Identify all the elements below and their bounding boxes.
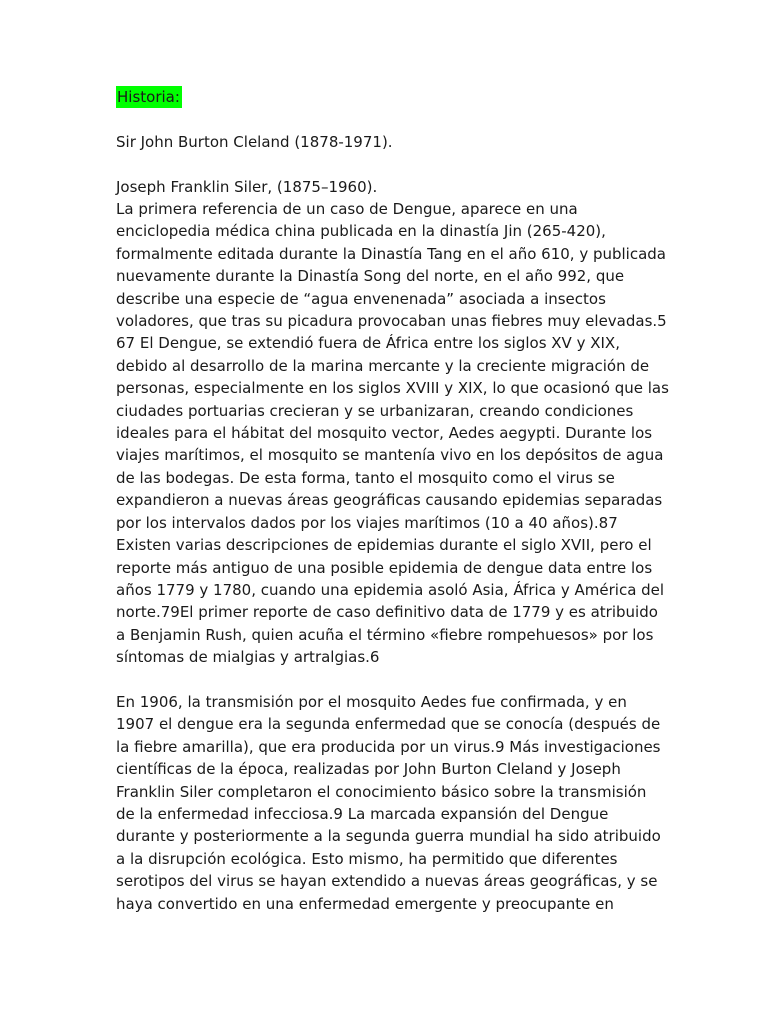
text-line: serotipos del virus se hayan extendido a nuevas áreas geográficas, y se	[116, 872, 658, 891]
text-line: debido al desarrollo de la marina mercante y la creciente migración de	[116, 356, 650, 375]
text-line: años 1779 y 1780, cuando una epidemia asoló Asia, África y América del	[116, 580, 665, 599]
text-line: formalmente editada durante la Dinastía Tang en el año 610, y publicada	[116, 244, 666, 263]
text-line: de las bodegas. De esta forma, tanto el mosquito como el virus se	[116, 468, 615, 487]
text-line: reporte más antiguo de una posible epidemia de dengue data entre los	[116, 558, 653, 577]
paragraph-1	[116, 131, 656, 153]
text-line: a la disrupción ecológica. Esto mismo, ha permitido que diferentes	[116, 849, 618, 868]
text-line: durante y posteriormente a la segunda guerra mundial ha sido atribuido	[116, 827, 661, 846]
text-line: síntomas de mialgias y artralgias.6	[116, 648, 380, 667]
text-line: nuevamente durante la Dinastía Song del norte, en el año 992, que	[116, 267, 625, 286]
text-line: En 1906, la transmisión por el mosquito Aedes fue confirmada, y en	[116, 692, 627, 711]
paragraph-2	[116, 176, 669, 669]
text-line: 1907 el dengue era la segunda enfermedad que se conocía (después de	[116, 715, 661, 734]
text-line: de la enfermedad infecciosa.9 La marcada expansión del Dengue	[116, 804, 609, 823]
text-line: haya convertido en una enfermedad emergente y preocupante en	[116, 894, 614, 913]
text-line: Franklin Siler completaron el conocimiento básico sobre la transmisión	[116, 782, 647, 801]
text-line: expandieron a nuevas áreas geográficas causando epidemias separadas	[116, 491, 663, 510]
paragraph-spacer	[116, 108, 656, 130]
text-line: ciudades portuarias crecieran y se urbanizaran, creando condiciones	[116, 401, 634, 420]
paragraph-spacer	[116, 153, 656, 175]
text-line: Existen varias descripciones de epidemias durante el siglo XVII, pero el	[116, 536, 652, 555]
text-line: describe una especie de “agua envenenada” asociada a insectos	[116, 289, 606, 308]
text-line: científicas de la época, realizadas por John Burton Cleland y Joseph	[116, 760, 621, 779]
text-line: por los intervalos dados por los viajes marítimos (10 a 40 años).87	[116, 513, 618, 532]
section-heading-highlighted: Historia:	[116, 86, 182, 108]
text-line: ideales para el hábitat del mosquito vector, Aedes aegypti. Durante los	[116, 424, 653, 443]
text-line: norte.79El primer reporte de caso definitivo data de 1779 y es atribuido	[116, 603, 658, 622]
paragraph-3	[116, 691, 661, 915]
text-line: a Benjamin Rush, quien acuña el término «fiebre rompehuesos» por los	[116, 625, 654, 644]
text-line: 67 El Dengue, se extendió fuera de África entre los siglos XV y XIX,	[116, 334, 620, 353]
heading-line	[116, 86, 656, 108]
text-line: La primera referencia de un caso de Dengue, aparece en una	[116, 200, 578, 218]
text-line: Sir John Burton Cleland (1878-1971).	[116, 132, 393, 151]
text-line: enciclopedia médica china publicada en la dinastía Jin (265-420),	[116, 222, 606, 241]
text-line: viajes marítimos, el mosquito se mantenía vivo en los depósitos de agua	[116, 446, 664, 465]
paragraph-spacer	[116, 669, 656, 691]
text-line: voladores, que tras su picadura provocaban unas fiebres muy elevadas.5	[116, 312, 667, 331]
text-line: personas, especialmente en los siglos XVIII y XIX, lo que ocasionó que las	[116, 379, 669, 398]
text-line: Joseph Franklin Siler, (1875–1960).	[116, 177, 378, 196]
text-line: la fiebre amarilla), que era producida por un virus.9 Más investigaciones	[116, 737, 661, 756]
document-body	[116, 86, 669, 915]
